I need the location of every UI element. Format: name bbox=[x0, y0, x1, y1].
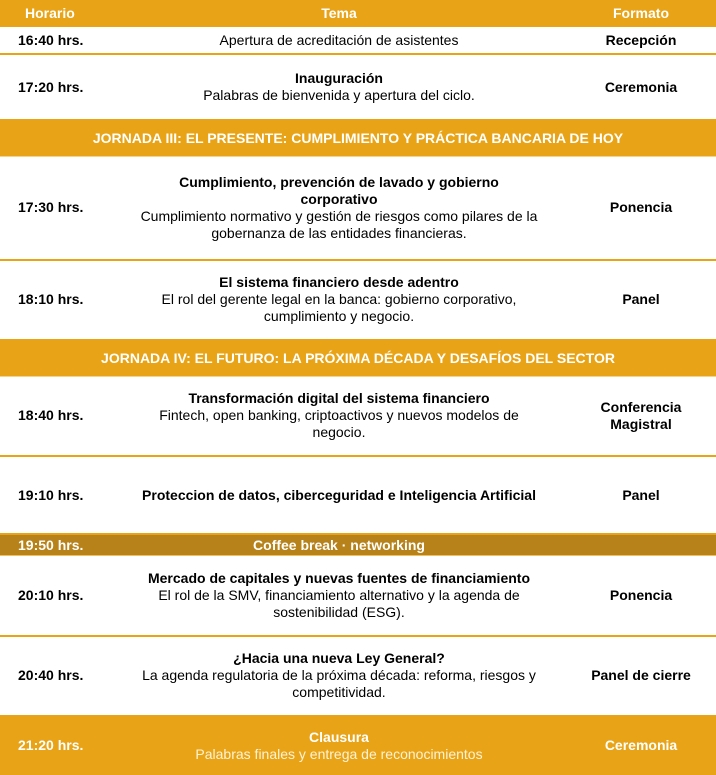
header-topic: Tema bbox=[112, 0, 566, 27]
row-format: Ponencia bbox=[566, 157, 716, 260]
row-title: ¿Hacia una nueva Ley General? bbox=[233, 650, 445, 666]
table-row bbox=[0, 456, 716, 534]
row-title: Cumplimiento, prevención de lavado y gobierno corporativo bbox=[179, 173, 499, 207]
table-row bbox=[0, 260, 716, 340]
row-format: Conferencia Magistral bbox=[566, 376, 716, 456]
row-desc: El rol de la SMV, financiamiento alternativo y la agenda de sostenibilidad (ESG). bbox=[158, 586, 520, 620]
closing-row bbox=[0, 716, 716, 775]
table-row bbox=[0, 157, 716, 260]
section-title: JORNADA III: EL PRESENTE: CUMPLIMIENTO Y PRÁCTICA BANCARIA DE HOY bbox=[0, 120, 716, 157]
row-title: Proteccion de datos, ciberceguridad e Inteligencia Artificial bbox=[142, 486, 536, 503]
row-desc: Fintech, open banking, criptoactivos y nuevos modelos de negocio. bbox=[159, 407, 519, 441]
row-format: Panel bbox=[566, 456, 716, 534]
section-title: JORNADA IV: EL FUTURO: LA PRÓXIMA DÉCADA Y DESAFÍOS DEL SECTOR bbox=[0, 340, 716, 377]
row-time: 20:40 hrs. bbox=[0, 636, 112, 716]
table-header-row bbox=[0, 0, 716, 27]
row-title: Mercado de capitales y nuevas fuentes de financiamiento bbox=[147, 569, 530, 586]
closing-format: Ceremonia bbox=[566, 716, 716, 775]
table-row bbox=[0, 54, 716, 120]
row-title: Transformación digital del sistema financiero bbox=[188, 390, 490, 407]
row-time: 18:10 hrs. bbox=[0, 260, 112, 340]
table-row bbox=[0, 27, 716, 54]
row-title: El sistema financiero desde adentro bbox=[219, 274, 459, 290]
row-time: 17:20 hrs. bbox=[0, 54, 112, 120]
row-desc: El rol del gerente legal en la banca: gobierno corporativo, cumplimiento y negocio. bbox=[161, 291, 517, 324]
row-desc: Palabras de bienvenida y apertura del ciclo. bbox=[203, 87, 475, 103]
coffee-break-row bbox=[0, 534, 716, 556]
coffee-time: 19:50 hrs. bbox=[0, 534, 112, 556]
closing-desc: Palabras finales y entrega de reconocimientos bbox=[195, 745, 483, 762]
table-row bbox=[0, 556, 716, 636]
row-time: 16:40 hrs. bbox=[0, 27, 112, 54]
closing-title: Clausura bbox=[309, 728, 369, 745]
table-row bbox=[0, 376, 716, 456]
row-format: Panel bbox=[566, 260, 716, 340]
row-format: Panel de cierre bbox=[566, 636, 716, 716]
row-format: Ceremonia bbox=[566, 54, 716, 120]
coffee-label: Coffee break · networking bbox=[112, 534, 566, 556]
row-format: Ponencia bbox=[566, 556, 716, 636]
row-desc: Apertura de acreditación de asistentes bbox=[219, 31, 459, 48]
closing-time: 21:20 hrs. bbox=[0, 716, 112, 775]
row-desc: La agenda regulatoria de la próxima década: reforma, riesgos y competitividad. bbox=[142, 667, 536, 700]
section-row bbox=[0, 120, 716, 157]
row-time: 17:30 hrs. bbox=[0, 157, 112, 260]
row-format: Recepción bbox=[566, 27, 716, 54]
row-time: 18:40 hrs. bbox=[0, 376, 112, 456]
header-format: Formato bbox=[566, 0, 716, 27]
table-row bbox=[0, 636, 716, 716]
section-row bbox=[0, 340, 716, 377]
header-time: Horario bbox=[0, 0, 112, 27]
row-time: 19:10 hrs. bbox=[0, 456, 112, 534]
row-time: 20:10 hrs. bbox=[0, 556, 112, 636]
row-desc: Cumplimiento normativo y gestión de riesgos como pilares de la gobernanza de las entidades financieras. bbox=[140, 207, 538, 241]
row-title: Inauguración bbox=[295, 70, 383, 86]
